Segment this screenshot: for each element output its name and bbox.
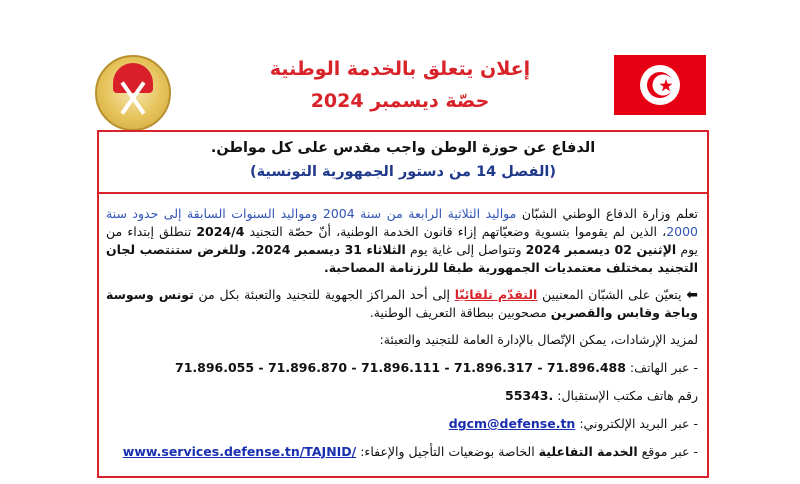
committees-note: وللغرض ستنتصب لجان التجنيد بمختلف معتمديات الجمهورية طبقا للرزنامة المصاحبة. (106, 242, 698, 275)
website-line: - عبر موقع الخدمة التفاعلية الخاصة بوضعيات التأجيل والإعفاء: www.services.defense.tn/TAJNID/ (122, 444, 698, 459)
interactive-service-label: الخدمة التفاعلية (538, 444, 638, 459)
phone-numbers: 71.896.055 - 71.896.870 - 71.896.111 - 71.896.317 - 71.896.488 (175, 360, 626, 375)
eligible-birth-years: مواليد الثلاثية الرابعة من سنة 2004 ومواليد السنوات السابقة إلى حدود سنة 2000 (106, 206, 698, 239)
email-line: - عبر البريد الإلكتروني: dgcm@defense.tn (448, 416, 698, 431)
arrow-left-icon: ⬅ (686, 287, 698, 303)
contact-intro: لمزيد الإرشادات، يمكن الإتّصال بالإدارة العامة للتجنيد والتعبئة: (379, 332, 698, 347)
email-link[interactable]: dgcm@defense.tn (448, 416, 576, 431)
announcement-body (106, 205, 698, 471)
regional-centers: تونس وسوسة وباجة وقابس والقصرين (106, 287, 698, 320)
paragraph-instructions: ⬅ يتعيّن على الشبّان المعنيين التقدّم تلقائيّا إلى أحد المراكز الجهوية للتجنيد والتعبئة بكل من تونس وسوسة وباجة وقابس والقصرين مصحوبين ببطاقة التعريف الوطنية. (106, 287, 698, 320)
announcement-subtitle: حصّة ديسمبر 2024 (310, 90, 490, 112)
reception-number: 55343. (505, 388, 554, 403)
announcement-title: إعلان يتعلق بالخدمة الوطنية (269, 58, 531, 80)
constitution-reference: (الفصل 14 من دستور الجمهورية التونسية) (249, 164, 557, 180)
reception-line: رقم هاتف مكتب الإستقبال: 55343. (505, 388, 698, 403)
phone-line: - عبر الهاتف: 71.896.055 - 71.896.870 - 71.896.111 - 71.896.317 - 71.896.488 (175, 360, 698, 375)
paragraph-schedule: تعلم وزارة الدفاع الوطني الشبّان مواليد الثلاثية الرابعة من سنة 2004 ومواليد السنوات السابقة إلى حدود سنة 2000، الذين لم يقوموا بتسوية وضعيّاتهم إزاء قانون الخدمة الوطنية، أنّ حصّة التجنيد 2024/4 تنطلق إبتداء من يوم الإثنين 02 ديسمبر 2024 وتتواصل إلى غاية يوم الثلاثاء 31 ديسمبر 2024. وللغرض ستنتصب لجان التجنيد بمختلف معتمديات الجمهورية طبقا للرزنامة المصاحبة. (106, 206, 699, 275)
session-number: 2024/4 (196, 224, 245, 239)
self-report-emphasis: التقدّم تلقائيّا (454, 287, 538, 302)
frame-divider (97, 192, 709, 194)
start-date: الإثنين 02 ديسمبر 2024 (525, 242, 677, 257)
website-link[interactable]: www.services.defense.tn/TAJNID/ (122, 444, 357, 459)
constitution-quote: الدفاع عن حوزة الوطن واجب مقدس على كل مواطن. (210, 140, 596, 156)
end-date: الثلاثاء 31 ديسمبر 2024. (250, 242, 406, 257)
